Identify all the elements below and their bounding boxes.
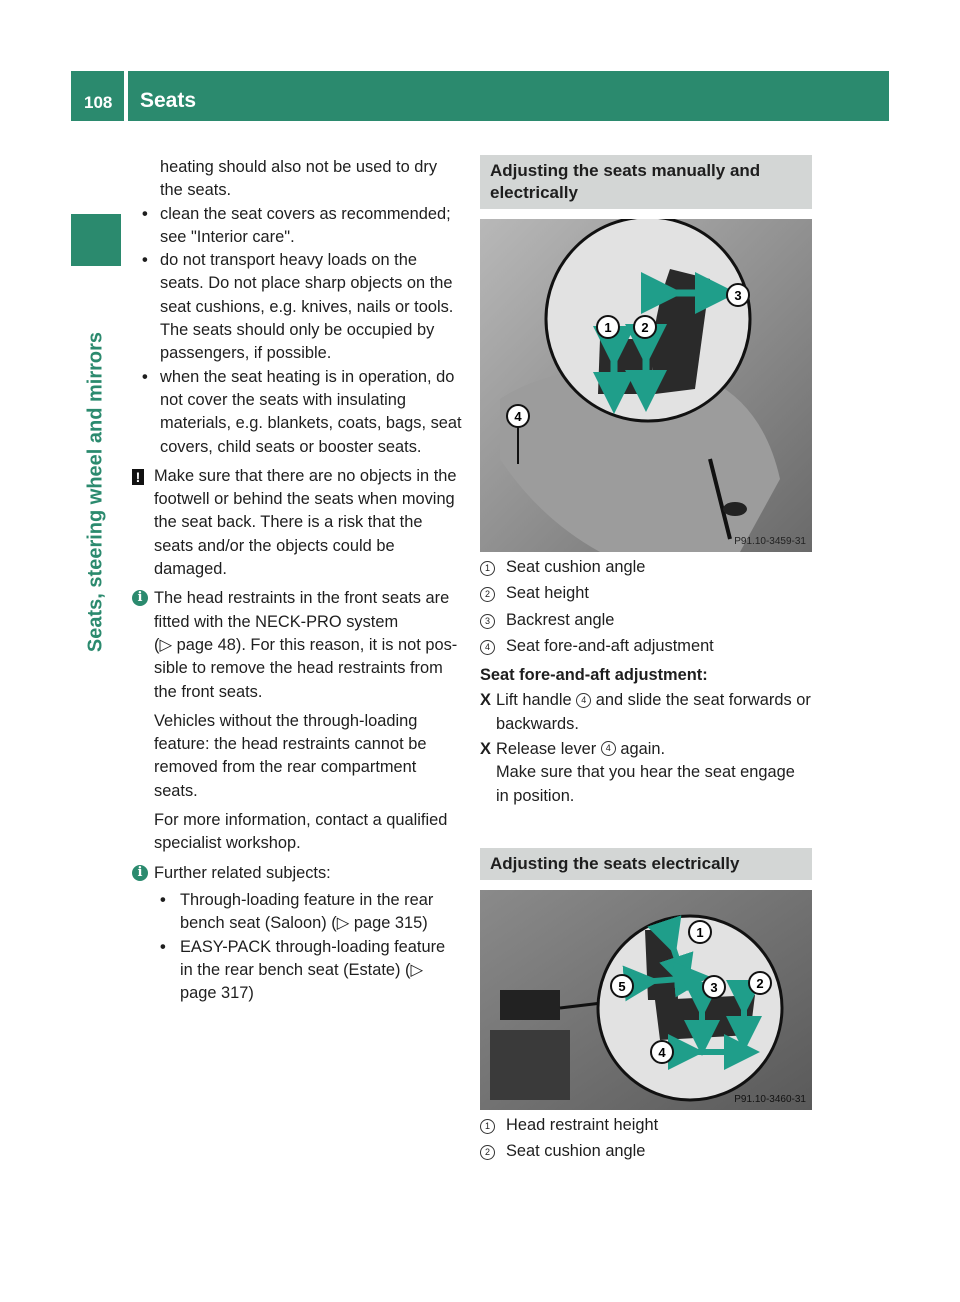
list-item: • EASY-PACK through-loading feature in the rear bench seat (Estate) (▷ page 317) bbox=[160, 937, 446, 1003]
door-panel bbox=[490, 1030, 570, 1100]
intro-line-2: the seats. bbox=[160, 181, 232, 200]
legend-item: 2 Seat height bbox=[480, 582, 812, 605]
intro-line-1: heating should also not be used to dry bbox=[160, 158, 438, 176]
info-note-paragraph: Vehicles without the through-loading feature: the head restraints cannot be removed from the rear compartment seats. bbox=[154, 711, 427, 800]
callout-5 bbox=[611, 975, 633, 997]
callout-3 bbox=[727, 284, 749, 306]
info-icon: i bbox=[132, 865, 148, 881]
svg-text:2: 2 bbox=[641, 320, 649, 335]
svg-text:1: 1 bbox=[604, 320, 612, 335]
instruction-step: X Lift handle 4 and slide the seat forwards or backwards. bbox=[480, 691, 811, 733]
figure-code: P91.10-3459-31 bbox=[734, 536, 806, 547]
legend-item: 1 Seat cushion angle bbox=[480, 556, 812, 579]
svg-text:3: 3 bbox=[734, 288, 742, 303]
section-heading: Adjusting the seats electrically bbox=[480, 848, 812, 880]
list-item: • clean the seat covers as recommended; see "Interior care". bbox=[142, 204, 451, 246]
legend-item: 3 Backrest angle bbox=[480, 609, 812, 632]
legend-item: 1 Head restraint height bbox=[480, 1114, 812, 1137]
page-number: 108 bbox=[84, 93, 113, 112]
door-controls-figure bbox=[480, 890, 812, 1110]
info-note-paragraph: For more information, contact a qualified specialist workshop. bbox=[154, 811, 448, 853]
side-tab-marker bbox=[71, 214, 121, 266]
svg-text:5: 5 bbox=[618, 978, 626, 994]
callout-1 bbox=[597, 316, 619, 338]
svg-text:4: 4 bbox=[658, 1044, 666, 1060]
seat-controls-figure bbox=[480, 219, 812, 552]
section-heading: Adjusting the seats manually and electrically bbox=[480, 155, 812, 209]
warning-icon: ! bbox=[132, 469, 144, 485]
info-icon: i bbox=[132, 590, 148, 606]
callout-4 bbox=[507, 405, 529, 427]
callout-4 bbox=[651, 1041, 673, 1063]
callout-2 bbox=[749, 972, 771, 994]
info-note: i The head restraints in the front seats are fitted with the NECK-PRO system (▷ page 48). For this reason, it is not pos- sible to remove the head restraints from the front seats. bbox=[132, 587, 462, 703]
door-switch-panel bbox=[500, 990, 560, 1020]
svg-text:2: 2 bbox=[756, 975, 764, 991]
svg-text:4: 4 bbox=[514, 409, 522, 424]
svg-text:1: 1 bbox=[696, 924, 704, 940]
legend-item: 2 Seat cushion angle bbox=[480, 1140, 812, 1163]
info-note-related: i Further related subjects: bbox=[132, 862, 462, 885]
left-column bbox=[132, 156, 462, 1005]
list-item: • do not transport heavy loads on the seats. Do not place sharp objects on the seat cushions, e.g. knives, nails or tools. The seats should only be occupied by passengers, if possible. bbox=[142, 251, 454, 363]
warning-note: ! Make sure that there are no objects in the footwell or behind the seats when moving the seat back. There is a risk that the seats and/or the objects could be damaged. bbox=[132, 465, 462, 581]
right-column bbox=[480, 155, 812, 1164]
callout-2 bbox=[634, 316, 656, 338]
legend-item: 4 Seat fore-and-aft adjustment bbox=[480, 635, 812, 658]
instruction-result: Make sure that you hear the seat engage in position. bbox=[496, 763, 795, 805]
instruction-step: X Release lever 4 again. bbox=[480, 740, 666, 759]
figure-code: P91.10-3460-31 bbox=[734, 1093, 806, 1105]
section-title: Seats bbox=[140, 89, 197, 112]
svg-text:3: 3 bbox=[710, 979, 718, 995]
callout-3 bbox=[703, 976, 725, 998]
list-item: • Through-loading feature in the rear bench seat (Saloon) (▷ page 315) bbox=[160, 890, 434, 933]
side-tab-label: Seats, steering wheel and mirrors bbox=[84, 331, 107, 653]
list-item: • when the seat heating is in operation, do not cover the seats with insulating materials, e.g. blankets, coats, bags, seat covers, child seats or booster seats. bbox=[142, 367, 462, 456]
subheading: Seat fore-and-aft adjustment: bbox=[480, 666, 708, 685]
callout-1 bbox=[689, 921, 711, 943]
header-separator bbox=[124, 71, 128, 121]
seat-switch bbox=[723, 502, 747, 516]
fore-aft-switch-arrow-icon bbox=[642, 978, 692, 982]
